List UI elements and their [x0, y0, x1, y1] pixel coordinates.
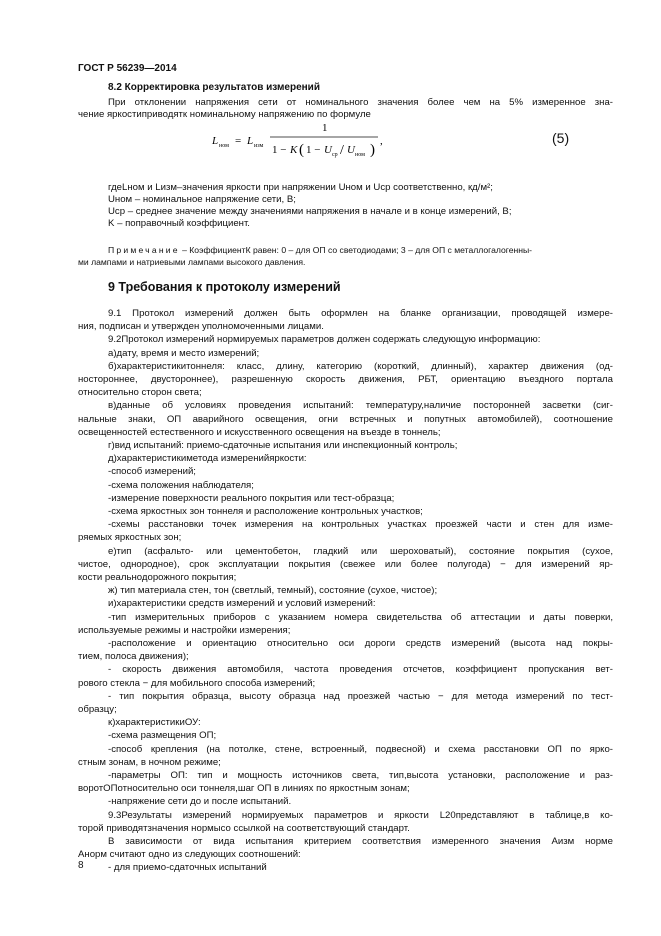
paragraph-line: ния, подписан и утвержден уполномоченными лицами. [78, 321, 324, 333]
paragraph-line: стным зонам, в ночном режиме; [78, 756, 221, 768]
paragraph-line: в)данные об условиях проведения испытаний: температуру,наличие посторонней засветки (сиг- [108, 400, 613, 412]
paragraph-line: кости реальнодорожного покрытия; [78, 572, 237, 583]
paragraph-line: чистое, однородное), срок эксплуатации покрытия (свежее или более полугода) − для измерений яр- [78, 558, 613, 570]
paragraph-line: -способ измерений; [108, 466, 196, 478]
paragraph-line: -тип измерительных приборов с указанием номера свидетельства об аттестации и даты поверки, [108, 611, 613, 623]
svg-text:ном: ном [355, 152, 365, 158]
paragraph-line: - для приемо-сдаточных испытаний [108, 862, 267, 874]
paragraph-line: ряемых яркостных зон; [78, 532, 182, 544]
legend-line: гдеLном и Lизм–значения яркости при напряжении Uном и Uср соответственно, кд/м²; [108, 182, 493, 193]
paragraph-line: - тип покрытия образца, высоту образца над проезжей частью − для метода измерений по тест- [108, 690, 613, 702]
paragraph-line: -параметры ОП: тип и мощность источников света, тип,высота установки, расположение и раз- [108, 770, 613, 781]
paragraph-line: -измерение поверхности реального покрытия или тест-образца; [108, 492, 395, 504]
paragraph-line: 9.3Результаты измерений нормируемых параметров и яркости L20представляют в таблице,в ко- [108, 809, 613, 821]
paragraph-line: е)тип (асфальто- или цементобетон, гладкий или шероховатый), состояние покрытия (сухое, [108, 545, 613, 557]
paragraph-line: нальные знаки, ОП аварийного освещения, огни встречных и попутных автомобилей), соотношение [78, 413, 613, 425]
paragraph-line: - скорость движения автомобиля, частота проведения отсчетов, коэффициент пропускания вет- [108, 664, 613, 676]
document-header: ГОСТ Р 56239—2014 [78, 63, 177, 74]
note-label: Примечание [108, 245, 180, 255]
paragraph-line: 9.2Протокол измерений нормируемых параметров должен содержать следующую информацию: [108, 334, 541, 346]
paragraph-line: б)характеристикитоннеля: класс, длину, категорию (короткий, длинный), характер движения (од- [108, 360, 613, 372]
paragraph-line: При отклонении напряжения сети от номинального значения более чем на 5% измеренное зна- [108, 97, 613, 108]
paragraph-line: ж) тип материала стен, тон (светлый, темный), состояние (сухое, чистое); [108, 585, 438, 597]
section-8-2-title: 8.2 Корректировка результатов измерений [108, 82, 320, 93]
svg-text:1 −: 1 − [306, 144, 321, 156]
paragraph-line: рового стекла − для мобильного способа измерений; [78, 677, 316, 689]
svg-text:,: , [380, 135, 383, 147]
formula-graphic [210, 120, 410, 162]
svg-text:U: U [347, 144, 355, 156]
note-line [108, 245, 532, 256]
paragraph-line: относительно сторон света; [78, 387, 202, 399]
paragraph-line: -расположение и ориентацию относительно оси дороги средств измерений (высота над покры- [108, 638, 613, 649]
paragraph-line: к)характеристикиОУ: [108, 717, 201, 729]
paragraph-line: используемые режимы и настройки измерения; [78, 624, 291, 636]
paragraph-line: -схема размещения ОП; [108, 730, 217, 742]
note-line: ми лампами и натриевыми лампами высокого давления. [78, 257, 306, 267]
paragraph-line: и)характеристики средств измерений и условий измерений: [108, 598, 376, 610]
paragraph-line: -схема положения наблюдателя; [108, 479, 254, 491]
paragraph-line: воротОПотносительно оси тоннеля,шаг ОП в линиях по яркостным зонам; [78, 783, 410, 795]
legend-line: Uср – среднее значение между значениями напряжения в начале и в конце измерений, В; [108, 206, 512, 217]
formula-5 [210, 120, 410, 162]
paragraph-line: г)вид испытаний: приемо-сдаточные испытания или инспекционный контроль; [108, 440, 458, 451]
paragraph-line: а)дату, время и место измерений; [108, 347, 260, 359]
svg-text:1 −: 1 − [272, 144, 287, 156]
section-9-title: 9 Требования к протоколу измерений [108, 280, 341, 294]
paragraph-line: -схема яркостных зон тоннеля и расположение контрольных участков; [108, 506, 423, 517]
svg-text:ср: ср [332, 152, 338, 158]
svg-text:U: U [324, 144, 332, 156]
paragraph-line: -напряжение сети до и после испытаний. [108, 796, 292, 808]
paragraph-line: тием, полоса движения); [78, 651, 189, 663]
legend-line: K – поправочный коэффициент. [108, 218, 250, 229]
equation-number: (5) [552, 130, 570, 146]
paragraph-line: освещенностей естественного и искусственного освещения на въезде в тоннель; [78, 426, 441, 438]
legend-line: Uном – номинальное напряжение сети, В; [108, 194, 296, 205]
paragraph-line: -схемы расстановки точек измерения на контрольных участках проезжей части и стен для изме- [108, 519, 613, 531]
svg-text:L: L [247, 135, 254, 147]
paragraph-line: д)характеристикиметода измеренийяркости: [108, 453, 307, 465]
svg-text:1: 1 [322, 122, 328, 134]
svg-text:ном: ном [219, 143, 229, 149]
paragraph-line: Aнорм считают одно из следующих соотношений: [78, 849, 301, 861]
svg-text:(: ( [299, 142, 304, 158]
svg-text:): ) [370, 142, 375, 158]
paragraph-line: торой приводятзначения нормысо ссылкой на соответствующий стандарт. [78, 822, 410, 834]
svg-text:=: = [235, 135, 242, 147]
note-text: – КоэффициентК равен: 0 – для ОП со светодиодами; 3 – для ОП с металлогалогенны- [179, 245, 533, 255]
paragraph-line: -способ крепления (на потолке, стене, встроенный, подвесной) и схема расстановки ОП по ярко- [108, 743, 613, 755]
page-number: 8 [78, 860, 84, 871]
paragraph-line: ностороннее, двустороннее), разрешенную скорость движения, РБТ, ориентацию въездного портала [78, 374, 613, 385]
paragraph-line: 9.1 Протокол измерений должен быть оформлен на бланке организации, проводящей измере- [108, 308, 613, 319]
svg-text:изм: изм [254, 143, 264, 149]
paragraph-line: чение яркостиприводятк номинальному напряжению по формуле [78, 109, 371, 120]
svg-text:K: K [290, 144, 298, 156]
svg-text:L: L [212, 135, 219, 147]
paragraph-line: В зависимости от вида испытания критерием соответствия измеренного значения Aизм норме [108, 836, 613, 847]
svg-text:/: / [340, 143, 344, 158]
paragraph-line: образцу; [78, 704, 117, 715]
